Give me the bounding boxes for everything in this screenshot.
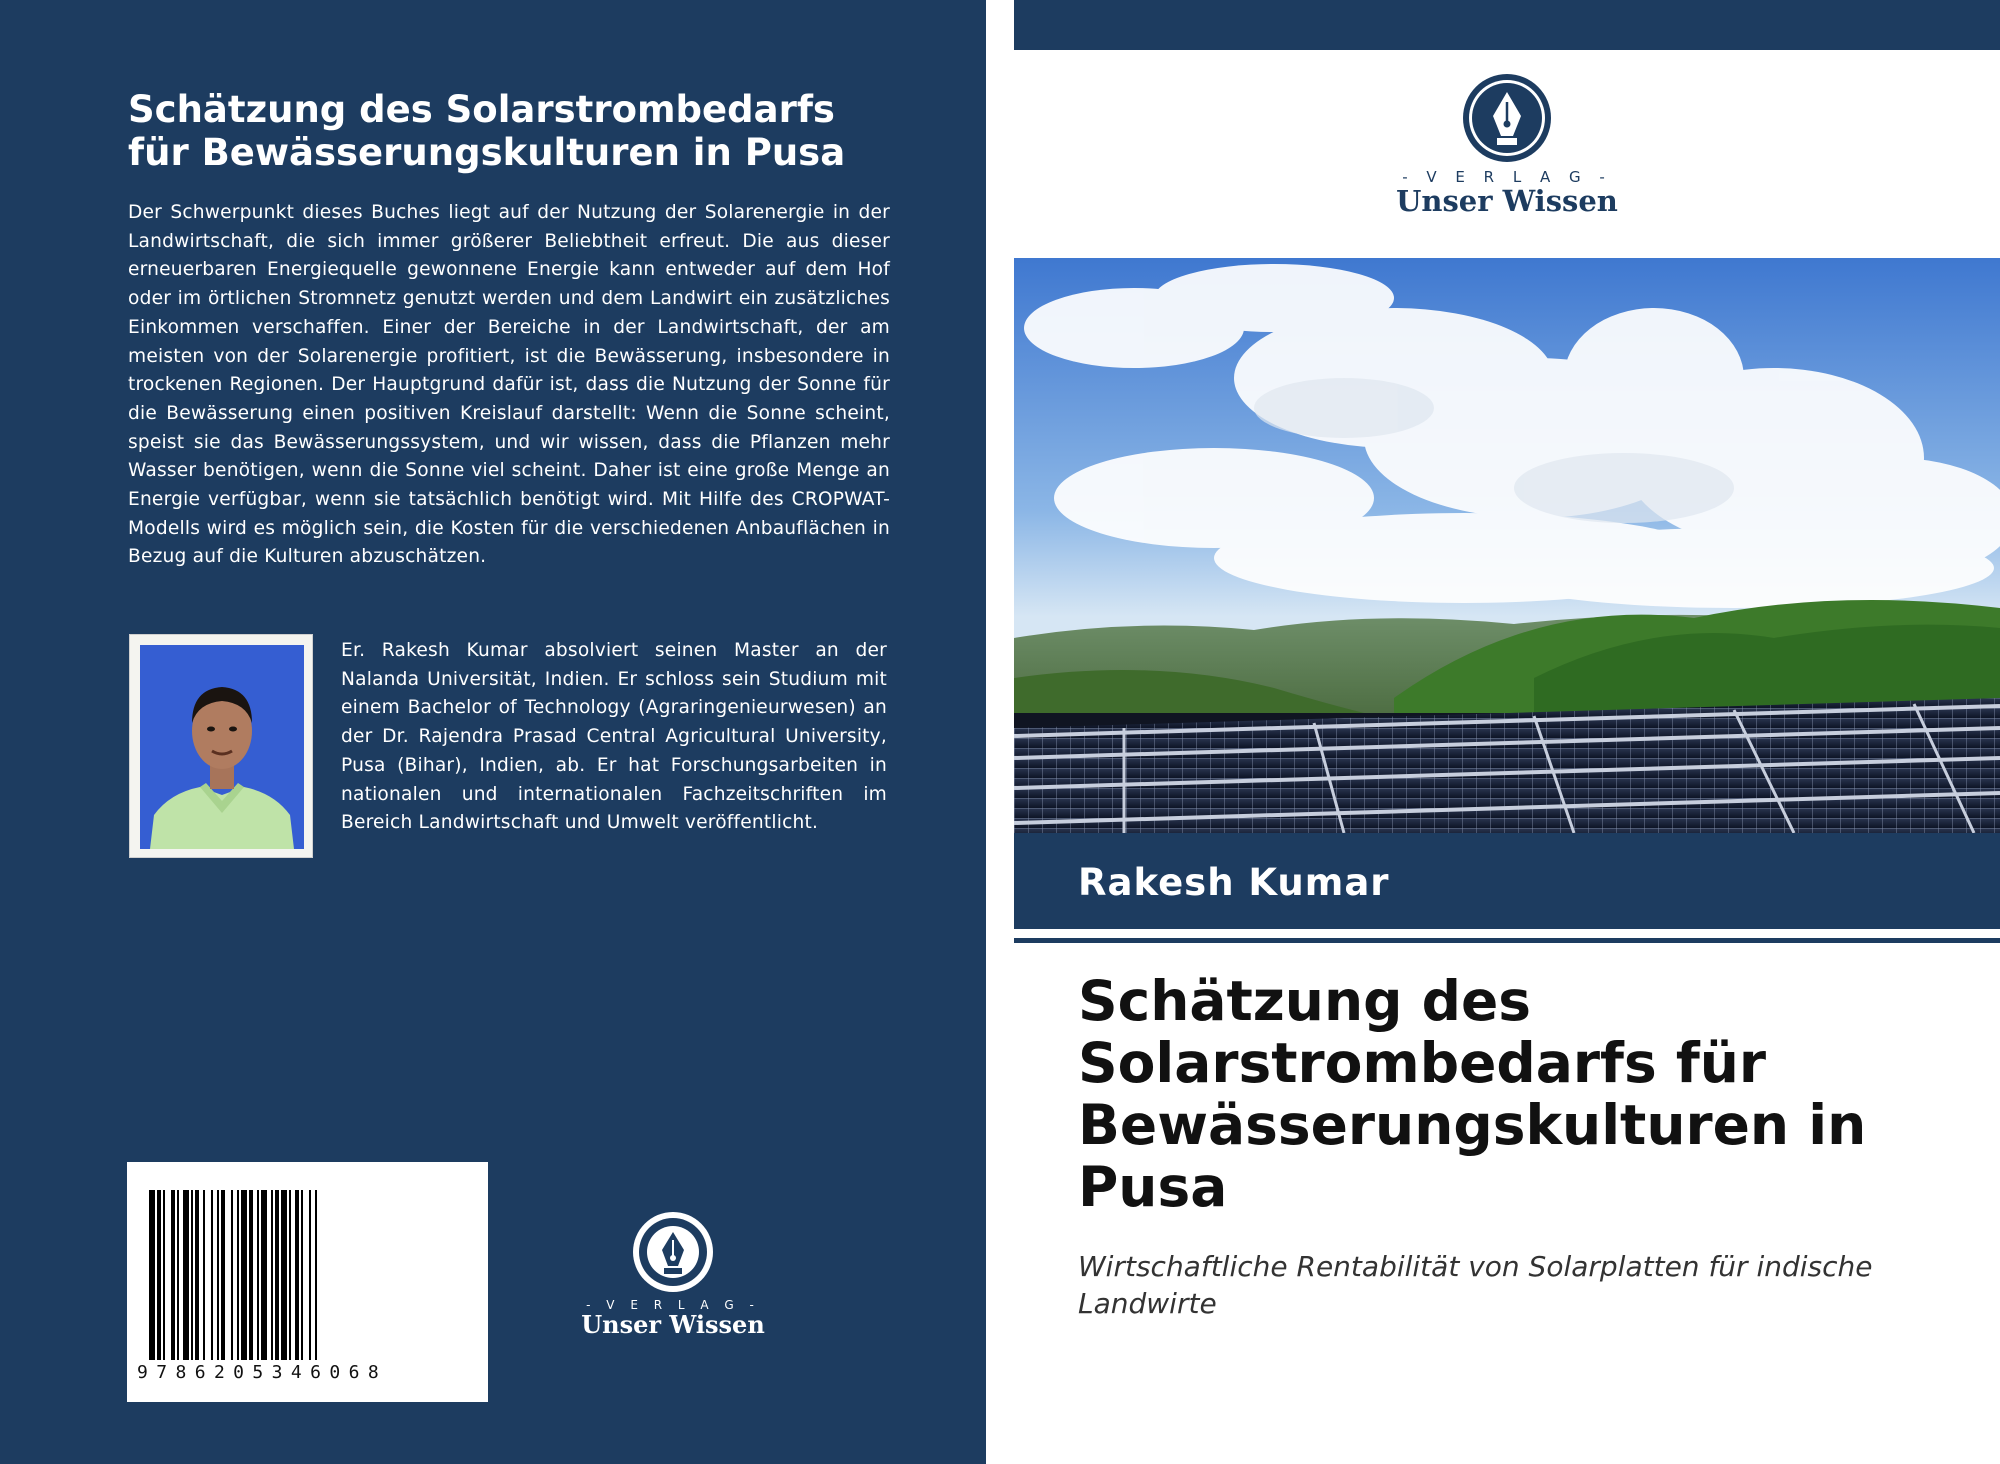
publisher-verlag-label: - V E R L A G -: [586, 1298, 760, 1312]
publisher-verlag-label: - V E R L A G -: [1402, 168, 1612, 186]
back-cover-description: Der Schwerpunkt dieses Buches liegt auf der Nutzung der Solarenergie in der Landwirtschaft, die sich immer größerer Beliebtheit erfreut. Die aus dieser erneuerbaren Energiequelle gewonnene Energie kann entweder auf dem Hof oder im örtlichen Stromnetz genutzt werden und dem Landwirt ein zusätzliches Einkommen verschaffen. Einer der Bereiche in der Landwirtschaft, der am meisten von der Solarenergie profitiert, ist die Bewässerung, insbesondere in trockenen Regionen. Der Hauptgrund dafür ist, dass die Nutzung der Sonne für die Bewässerung einen positiven Kreislauf darstellt: Wenn die Sonne scheint, speist sie das Bewässerungssystem, und wir wissen, dass die Pflanzen mehr Wasser benötigen, wenn die Sonne viel scheint. Daher ist eine große Menge an Energie verfügbar, wenn sie tatsächlich benötigt wird. Mit Hilfe des CROPWAT-Modells wird es möglich sein, die Kosten für die verschiedenen Anbauflächen in Bezug auf die Kulturen abzuschätzen.: [128, 202, 890, 568]
publisher-logo-front: [1369, 70, 1645, 230]
front-cover: [1014, 0, 2000, 1464]
isbn-barcode: [127, 1162, 488, 1402]
divider-rule: [1014, 938, 2000, 943]
back-cover-title: Schätzung des Solarstrombedarfs für Bewässerungskulturen in Pusa: [128, 88, 846, 174]
author-bio: Er. Rakesh Kumar absolviert seinen Master an der Nalanda Universität, Indien. Er schloss sein Studium mit einem Bachelor of Technology (Agraringenieurwesen) an der Dr. Rajendra Prasad Central Agricultural University, Pusa (Bihar), Indien, ab. Er hat Forschungsarbeiten in nationalen und internationalen Fachzeitschriften im Bereich Landwirtschaft und Umwelt veröffentlicht.: [341, 640, 887, 834]
pen-nib-circle-icon: [1369, 70, 1645, 170]
cover-photo-solar-panels: [1014, 258, 2000, 833]
author-name: Rakesh Kumar: [1078, 861, 1390, 904]
isbn-number: 9786205346068: [137, 1362, 388, 1383]
back-cover: [0, 0, 986, 1464]
publisher-name: Unser Wissen: [1396, 184, 1618, 218]
spine: [986, 0, 1014, 1464]
publisher-name: Unser Wissen: [581, 1310, 765, 1339]
top-bar: [1014, 0, 2000, 50]
front-cover-title: Schätzung des Solarstrombedarfs für Bewässerungskulturen in Pusa: [1078, 969, 1867, 1219]
pen-nib-circle-icon: [578, 1210, 768, 1298]
front-cover-subtitle: Wirtschaftliche Rentabilität von Solarplatten für indische Landwirte: [1078, 1250, 1873, 1320]
author-photo: [129, 634, 313, 858]
publisher-logo-back: [578, 1210, 768, 1340]
author-bar: [1014, 833, 2000, 929]
